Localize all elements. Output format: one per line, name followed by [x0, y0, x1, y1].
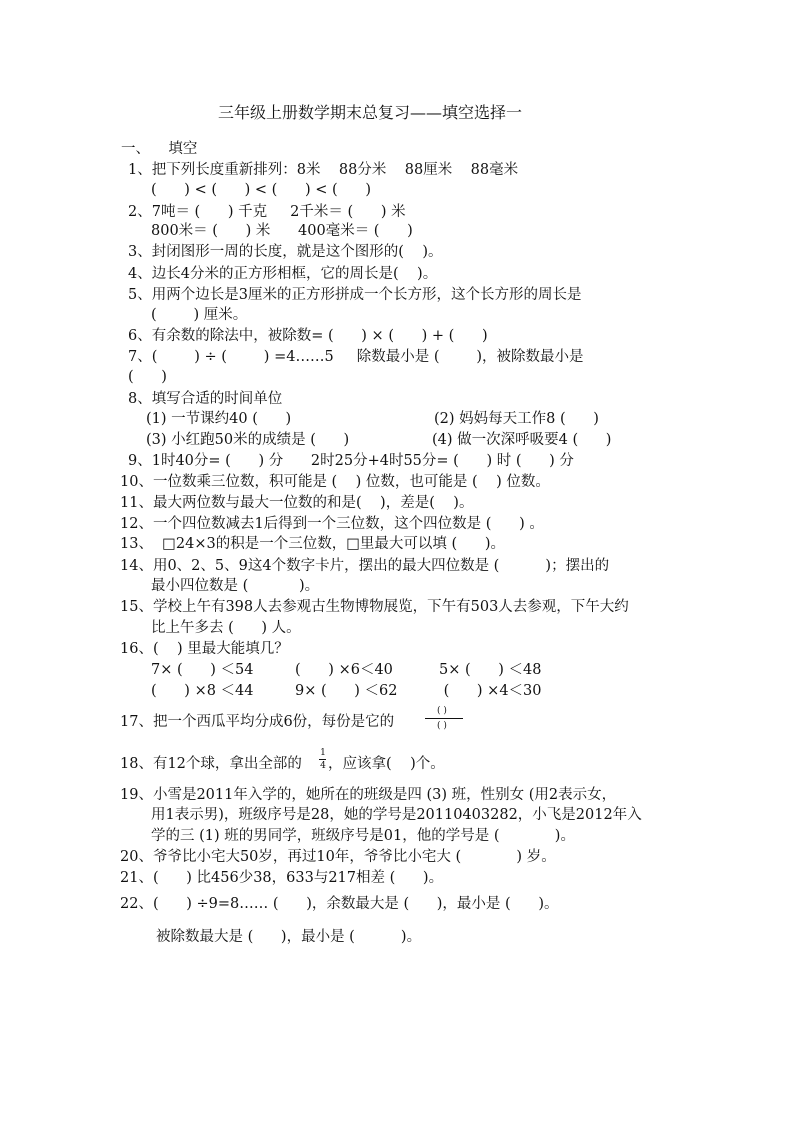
- question-15: 15、学校上午有398人去参观古生物博物展览，下午有503人去参观，下午大约: [120, 599, 629, 615]
- fraction-18-bar: [319, 759, 326, 760]
- question-17: 17、把一个西瓜平均分成6份，每份是它的: [120, 714, 395, 730]
- fraction-18-numerator: 1: [320, 748, 326, 758]
- fraction-17-numerator: ( ): [437, 706, 447, 716]
- question-8-item1: (1) 一节课约40 ( ): [146, 411, 292, 427]
- question-7: 7、( ) ÷ ( ) =4……5 除数最小是 ( )，被除数最小是: [128, 349, 584, 365]
- question-9: 9、1时40分= ( ) 分 2时25分+4时55分= ( ) 时 ( ) 分: [128, 453, 574, 469]
- question-19-line2: 用1表示男)，班级序号是28，她的学号是20110403282，小飞是2012年入: [151, 807, 642, 823]
- question-19: 19、小雪是2011年入学的，她所在的班级是四 (3) 班，性别女 (用2表示女，: [120, 787, 617, 803]
- question-14: 14、用0、2、5、9这4个数字卡片，摆出的最大四位数是 ( )；摆出的: [120, 558, 610, 574]
- question-8-item2: (2) 妈妈每天工作8 ( ): [434, 411, 599, 427]
- fraction-17-denominator: ( ): [437, 721, 447, 731]
- question-16: 16、( ) 里最大能填几？: [120, 641, 289, 657]
- question-8: 8、填写合适的时间单位: [128, 391, 283, 407]
- question-4: 4、边长4分米的正方形相框，它的周长是( )。: [128, 266, 438, 282]
- fraction-18-denominator: 4: [320, 761, 326, 771]
- fraction-17-bar: [425, 718, 463, 719]
- question-1: 1、把下列长度重新排列：8米 88分米 88厘米 88毫米: [128, 162, 519, 178]
- question-22-cont: 被除数最大是 ( )，最小是 ( )。: [156, 929, 422, 945]
- question-11: 11、最大两位数与最大一位数的和是( )，差是( )。: [120, 495, 474, 511]
- question-10: 10、一位数乘三位数，积可能是 ( ) 位数，也可能是 ( ) 位数。: [120, 474, 550, 490]
- question-12: 12、一个四位数减去1后得到一个三位数，这个四位数是 ( ) 。: [120, 516, 544, 532]
- question-19-line3: 学的三 (1) 班的男同学，班级序号是01，他的学号是 ( )。: [151, 828, 575, 844]
- question-22: 22、( ) ÷9=8…… ( )，余数最大是 ( )，最小是 ( )。: [120, 896, 559, 912]
- question-14-cont: 最小四位数是 ( )。: [151, 578, 320, 594]
- question-18: 18、有12个球，拿出全部的: [120, 756, 302, 772]
- question-5-cont: ( ) 厘米。: [151, 307, 248, 323]
- question-7-cont: ( ): [128, 369, 167, 385]
- section-heading: 一、 填空: [121, 141, 198, 157]
- question-18-cont: ，应该拿( )个。: [328, 756, 445, 772]
- question-3: 3、封闭图形一周的长度，就是这个图形的( )。: [128, 244, 443, 260]
- question-1-blanks: ( ) < ( ) < ( ) < ( ): [151, 182, 371, 198]
- question-5: 5、用两个边长是3厘米的正方形拼成一个长方形，这个长方形的周长是: [128, 287, 582, 303]
- question-2-row1: 2、7吨＝ ( ) 千克 2千米＝ ( ) 米: [128, 204, 406, 220]
- question-20: 20、爷爷比小宅大50岁，再过10年，爷爷比小宅大 ( ) 岁。: [120, 849, 556, 865]
- question-8-item3: (3) 小红跑50米的成绩是 ( ): [146, 432, 350, 448]
- question-6: 6、有余数的除法中，被除数= ( ) × ( ) + ( ): [128, 328, 488, 344]
- page-title: 三年级上册数学期末总复习——填空选择一: [218, 103, 523, 122]
- question-13: 13、 □24×3的积是一个三位数，□里最大可以填 ( )。: [120, 536, 505, 552]
- question-8-item4: (4) 做一次深呼吸要4 ( ): [432, 432, 612, 448]
- question-2-row2: 800米＝ ( ) 米 400毫米＝ ( ): [151, 223, 413, 239]
- question-15-cont: 比上午多去 ( ) 人。: [151, 620, 301, 636]
- question-16-row2: ( ) ×8 ＜44 9× ( ) ＜62 ( ) ×4＜30: [151, 683, 542, 699]
- question-21: 21、( ) 比456少38，633与217相差 ( )。: [120, 870, 444, 886]
- question-16-row1: 7× ( ) ＜54 ( ) ×6＜40 5× ( ) ＜48: [151, 662, 542, 678]
